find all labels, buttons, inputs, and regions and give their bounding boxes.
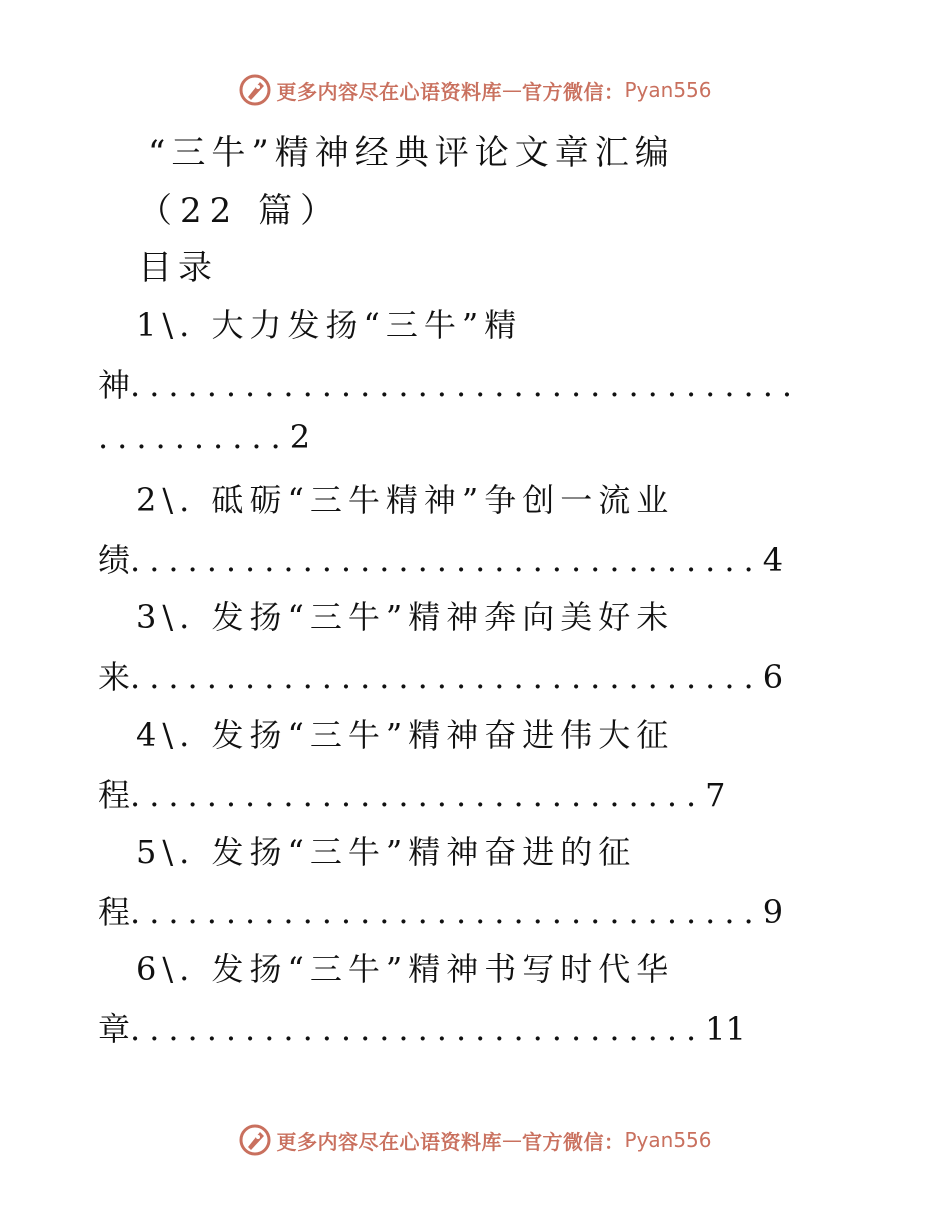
toc-entry-2-title[interactable]: 2\. 砥砺“三牛精神”争创一流业 [136, 481, 675, 519]
toc-entry-1-leader[interactable] [98, 360, 801, 406]
document-title: “三牛”精神经典评论文章汇编 [148, 133, 675, 173]
toc-entry-1-page: 2 [289, 418, 311, 456]
watermark-dash: — [501, 78, 522, 102]
toc-entry-1-dots-cont: .......... [98, 418, 290, 456]
toc-entry-3-char: 来 [98, 658, 131, 696]
toc-entry-1-dots: ................................... [130, 366, 802, 404]
toc-entry-5-leader[interactable] [98, 887, 783, 933]
toc-entry-6-title[interactable]: 6\. 发扬“三牛”精神书写时代华 [136, 950, 675, 988]
toc-entry-2-dots: ................................. [130, 541, 763, 579]
toc-entry-4-title[interactable]: 4\. 发扬“三牛”精神奋进伟大征 [136, 716, 675, 754]
toc-entry-3-title[interactable]: 3\. 发扬“三牛”精神奔向美好未 [136, 598, 675, 636]
toc-entry-4-leader[interactable] [98, 770, 726, 816]
toc-entry-2-page: 4 [762, 541, 784, 579]
watermark-contact-id: Pyan556 [624, 78, 712, 102]
toc-entry-1-title[interactable]: 1\. 大力发扬“三牛”精 [136, 306, 523, 344]
toc-entry-6-leader[interactable] [98, 1004, 746, 1050]
document-subtitle: （22 篇） [138, 191, 343, 231]
toc-entry-6-page: 11 [705, 1010, 746, 1048]
toc-entry-5-page: 9 [762, 893, 784, 931]
toc-entry-5-dots: ................................. [130, 893, 763, 931]
watermark-contact-label: 官方微信： [521, 1129, 625, 1154]
toc-entry-4-char: 程 [98, 776, 131, 814]
header-watermark [0, 70, 950, 110]
toc-entry-2-leader[interactable] [98, 535, 783, 581]
toc-entry-1-leader-cont[interactable] [98, 418, 310, 456]
watermark-dash: — [501, 1128, 522, 1152]
watermark-contact-id: Pyan556 [624, 1128, 712, 1152]
toc-entry-4-page: 7 [705, 776, 726, 814]
footer-watermark [0, 1120, 950, 1160]
toc-entry-6-dots: .............................. [130, 1010, 706, 1048]
toc-entry-3-leader[interactable] [98, 652, 783, 698]
toc-entry-1-char: 神 [98, 366, 131, 404]
toc-entry-3-dots: ................................. [130, 658, 763, 696]
watermark-text: 更多内容尽在心语资料库 [276, 79, 502, 104]
pen-nib-icon [238, 1123, 272, 1157]
toc-entry-5-char: 程 [98, 893, 131, 931]
pen-nib-icon [238, 73, 272, 107]
toc-entry-5-title[interactable]: 5\. 发扬“三牛”精神奋进的征 [136, 833, 637, 871]
toc-entry-6-char: 章 [98, 1010, 131, 1048]
toc-heading: 目录 [138, 248, 218, 288]
toc-entry-2-char: 绩 [98, 541, 131, 579]
watermark-text: 更多内容尽在心语资料库 [276, 1129, 502, 1154]
toc-entry-4-dots: .............................. [130, 776, 706, 814]
toc-entry-3-page: 6 [762, 658, 784, 696]
watermark-contact-label: 官方微信： [521, 79, 625, 104]
